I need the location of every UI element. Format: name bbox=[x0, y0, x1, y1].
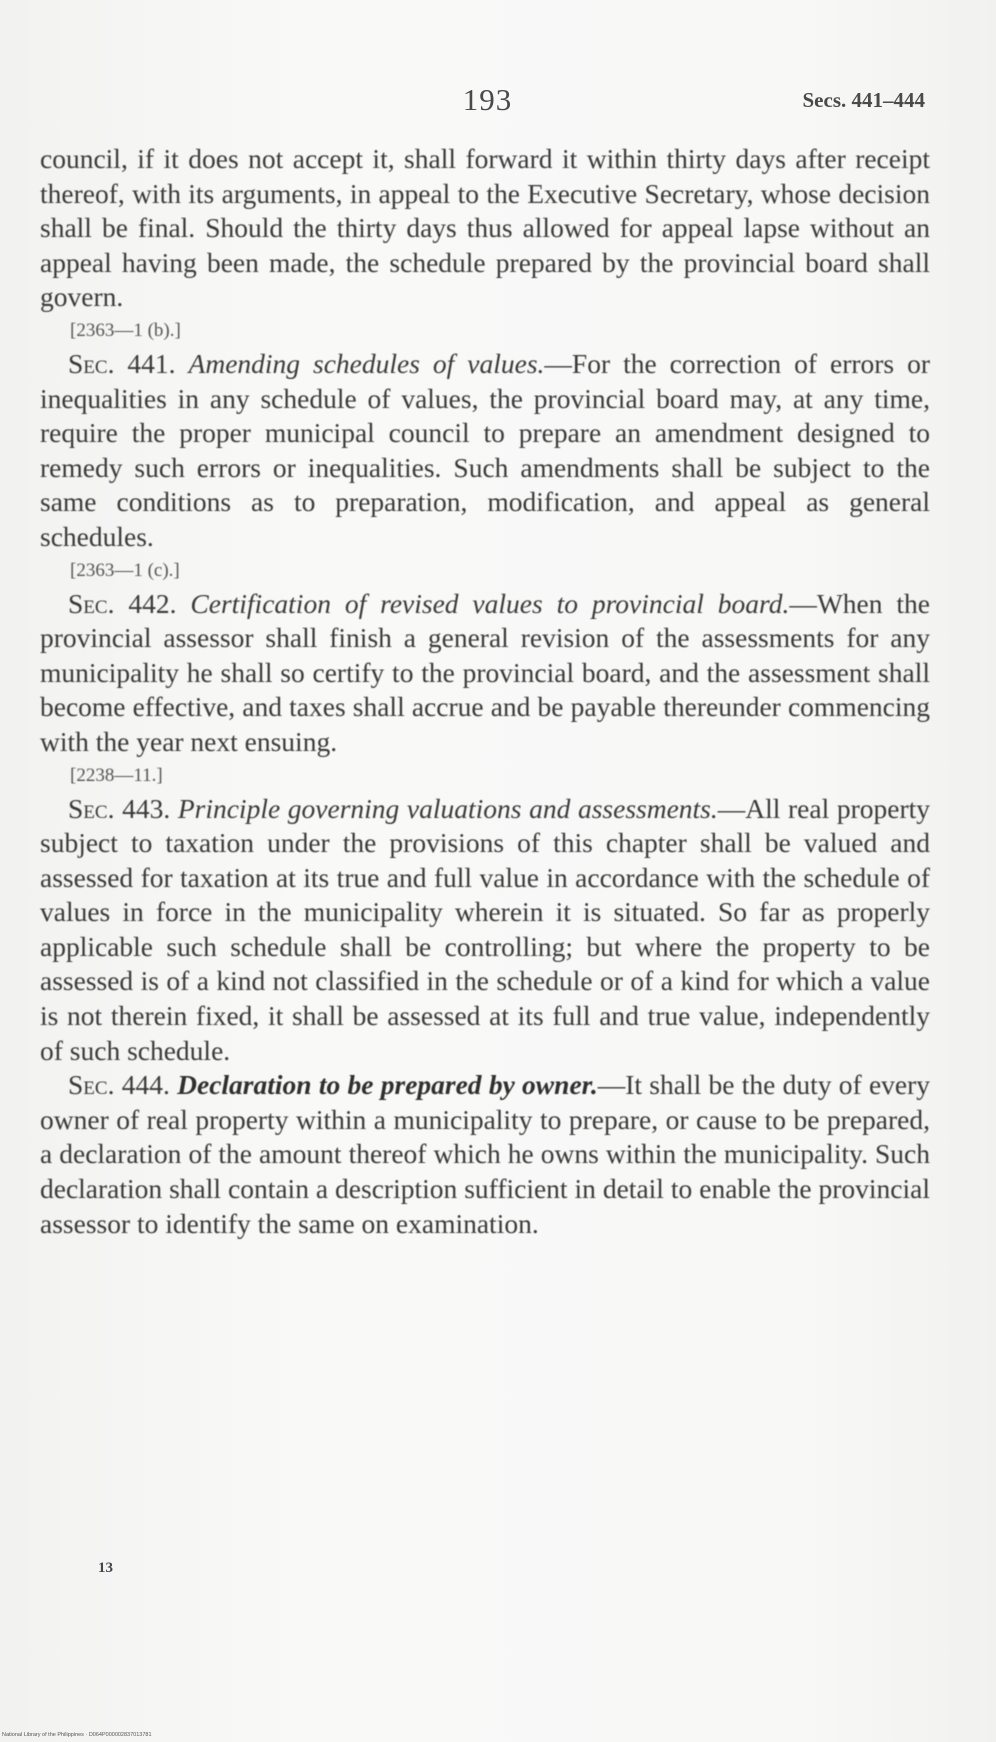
section-443 bbox=[40, 792, 930, 1069]
citation-1: [2363—1 (b).] bbox=[70, 319, 181, 341]
section-442-number: Sec. 442. bbox=[68, 587, 177, 619]
section-444-number: Sec. 444. bbox=[68, 1069, 170, 1101]
section-441-title: Amending schedules of values. bbox=[188, 347, 545, 379]
section-441 bbox=[40, 347, 930, 555]
page-number: 193 bbox=[462, 82, 513, 117]
signature-mark: 13 bbox=[98, 1560, 113, 1576]
page-header bbox=[50, 82, 925, 122]
section-443-text: —All real property subject to taxation under the provisions of this chapter shall be valued and assessed for taxation at its true and full value in accordance with the schedule of values in force in the municipality wherein it is situated. So far as properly applicable such schedule shall be controlling; but where the property to be assessed is of a kind not classified in the schedule or of a kind for which a value is not therein fixed, it shall be assessed at its full and true value, independently of such schedule. bbox=[40, 792, 931, 1066]
section-441-text: —For the correction of errors or inequalities in any schedule of values, the provincial board may, at any time, require the proper municipal council to prepare an amendment designed to remedy such errors or inequalities. Such amendments shall be subject to the same conditions as to preparation, modification, and appeal as general schedules. bbox=[40, 347, 931, 552]
sections-reference: Secs. 441–444 bbox=[802, 88, 925, 112]
section-444 bbox=[40, 1068, 930, 1241]
section-443-title: Principle governing valuations and assessments. bbox=[177, 792, 718, 824]
section-444-title: Declaration to be prepared by owner. bbox=[177, 1069, 598, 1101]
section-444-text: —It shall be the duty of every owner of real property within a municipality to prepare, or cause to be prepared, a declaration of the amount thereof which he owns within the municipality. Such declaration shall contain a description sufficient in detail to enable the provincial assessor to identify the same on examination. bbox=[40, 1069, 931, 1239]
paragraph-continuation: council, if it does not accept it, shall forward it within thirty days after receipt thereof, with its arguments, in appeal to the Executive Secretary, whose decision shall be final. Should the thirty days thus allowed for appeal lapse without an appeal having been made, the schedule prepared by the provincial board shall govern. bbox=[40, 143, 930, 313]
section-442-title: Certification of revised values to provincial board. bbox=[190, 587, 790, 619]
section-441-number: Sec. 441. bbox=[68, 347, 176, 379]
section-442-text: —When the provincial assessor shall finish a general revision of the assessments for any municipality he shall so certify to the provincial board, and the assessment shall become effective, and taxes shall accrue and be payable thereunder commencing with the year next ensuing. bbox=[40, 587, 931, 757]
citation-3: [2238—11.] bbox=[70, 764, 163, 786]
scan-footer: National Library of the Philippines · D064P000002837013781 bbox=[2, 1732, 152, 1738]
section-442 bbox=[40, 587, 930, 760]
section-443-number: Sec. 443. bbox=[68, 792, 171, 824]
citation-2: [2363—1 (c).] bbox=[70, 559, 180, 581]
body-text bbox=[40, 142, 930, 1241]
